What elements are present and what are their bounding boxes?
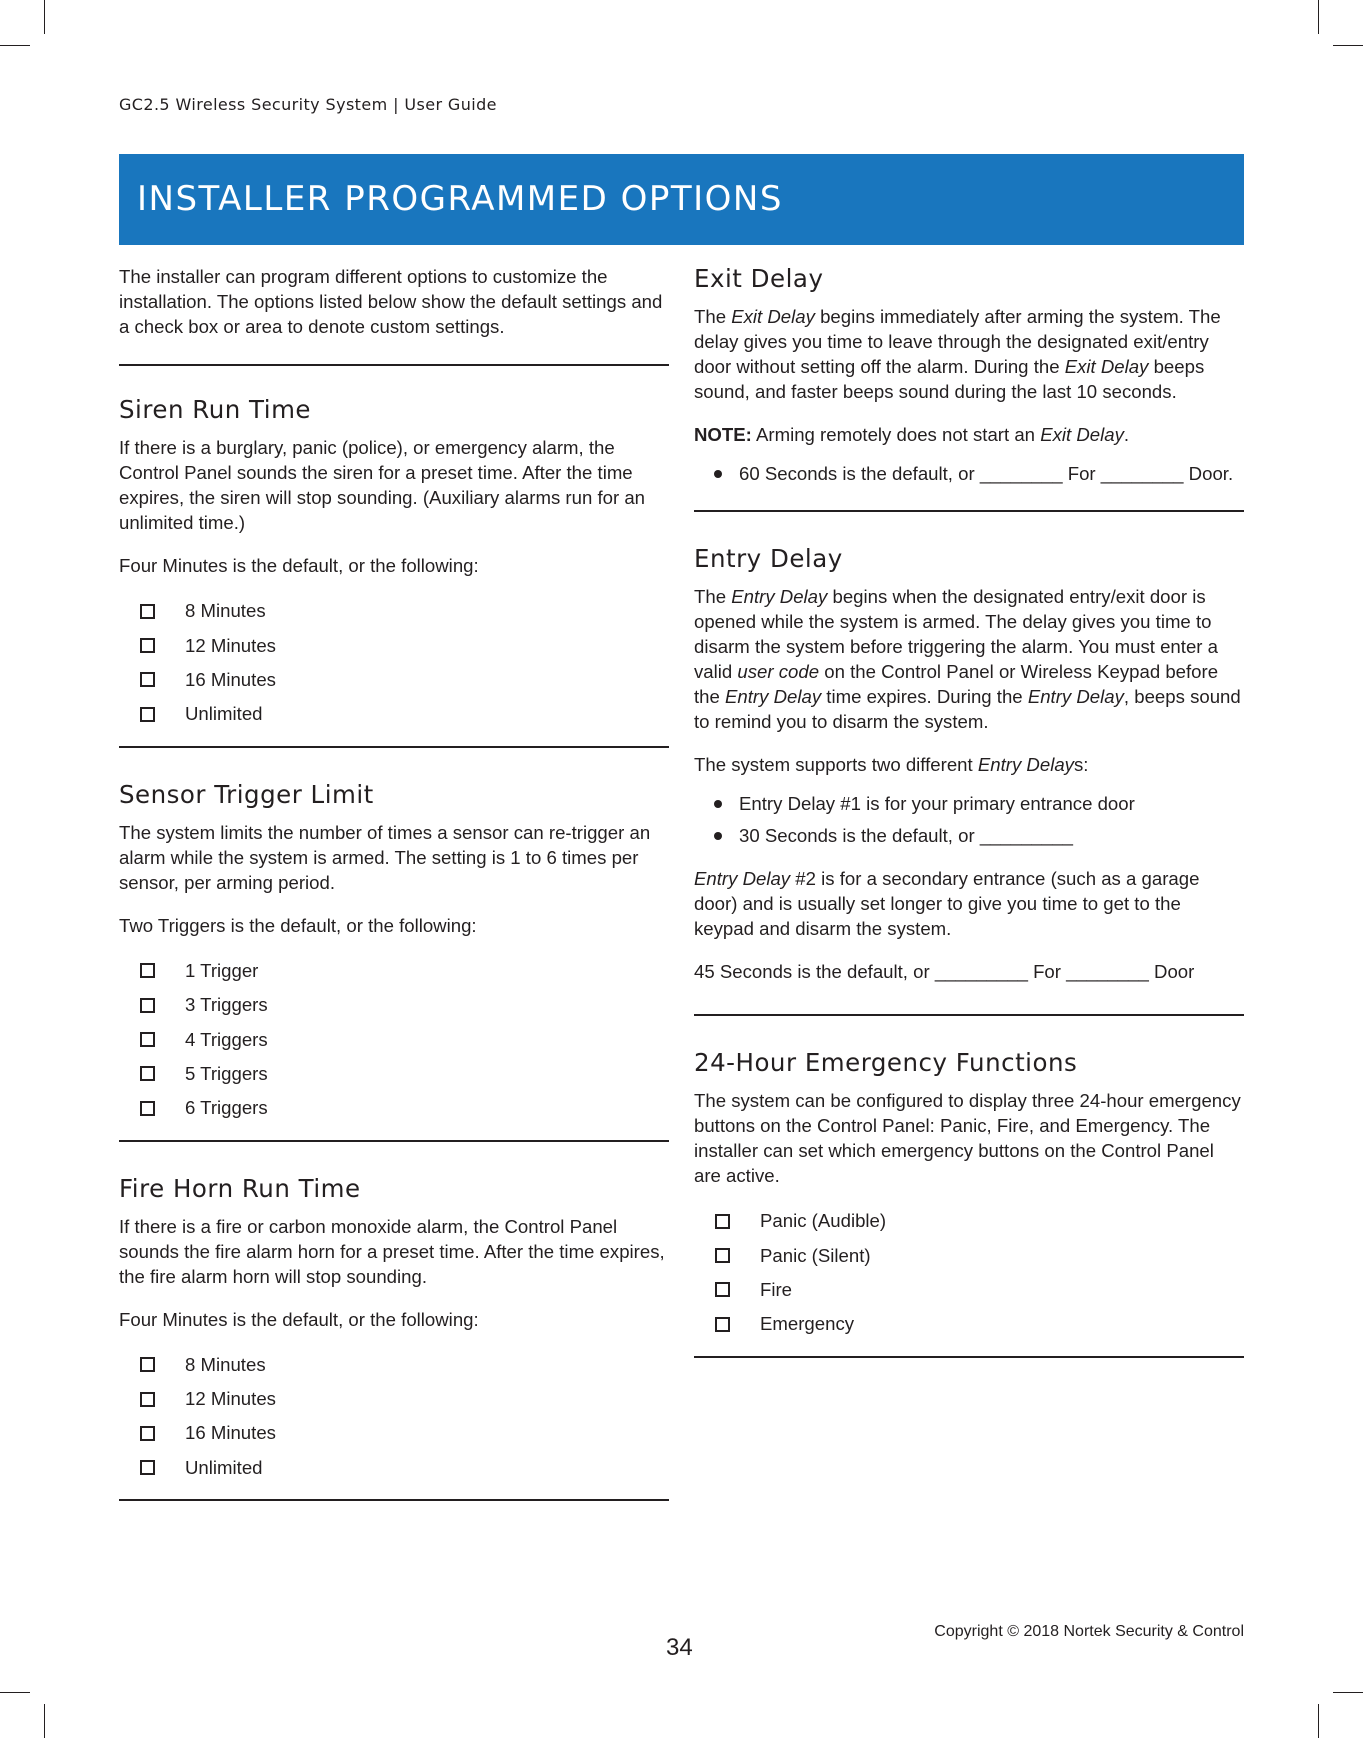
sensor-default-text: Two Triggers is the default, or the following: [119, 914, 477, 936]
fire-description: If there is a fire or carbon monoxide alarm, the Control Panel sounds the fire alarm horn for a preset time. After the time expires, the fire alarm horn will stop sounding. [119, 1215, 665, 1287]
checkbox-icon[interactable] [140, 963, 155, 978]
bullet-icon [714, 470, 722, 478]
emergency-description: The system can be configured to display three 24-hour emergency buttons on the Control Panel: Panic, Fire, and Emergency. The installer can set which emergency buttons on the Control Panel are active. [694, 1090, 1241, 1186]
checkbox-icon[interactable] [715, 1317, 730, 1332]
checkbox-option[interactable] [694, 1307, 1244, 1341]
option-label: 12 Minutes [185, 634, 276, 656]
option-label: 5 Triggers [185, 1062, 268, 1084]
crop-mark [1318, 0, 1319, 34]
checkbox-icon[interactable] [140, 1460, 155, 1475]
checkbox-option[interactable] [119, 663, 669, 697]
checkbox-icon[interactable] [140, 998, 155, 1013]
list-item [694, 823, 1244, 848]
crop-mark [0, 1692, 30, 1693]
checkbox-icon[interactable] [140, 707, 155, 722]
note-label: NOTE: [694, 424, 752, 445]
checkbox-icon[interactable] [140, 604, 155, 619]
divider [694, 1014, 1244, 1016]
divider [119, 746, 669, 748]
right-column [694, 264, 1244, 1390]
option-label: 1 Trigger [185, 959, 259, 981]
siren-description: If there is a burglary, panic (police), or emergency alarm, the Control Panel sounds the siren for a preset time. After the time expires, the siren will stop sounding. (Auxiliary alarms run for an unlimited time.) [119, 437, 646, 533]
siren-run-time-section [119, 395, 669, 732]
bullet-icon [714, 800, 722, 808]
divider [119, 1499, 669, 1501]
checkbox-option[interactable] [119, 1451, 669, 1485]
checkbox-option[interactable] [119, 988, 669, 1022]
exit-delay-note: NOTE: Arming remotely does not start an Exit Delay. [694, 424, 1130, 445]
bullet-text: 60 Seconds is the default, or ________ For ________ Door. [739, 463, 1234, 484]
option-label: 6 Triggers [185, 1097, 268, 1119]
crop-mark [1318, 1704, 1319, 1738]
checkbox-option[interactable] [119, 954, 669, 988]
sensor-trigger-limit-heading: Sensor Trigger Limit [119, 779, 374, 809]
emergency-functions-heading: 24-Hour Emergency Functions [694, 1048, 1078, 1077]
checkbox-icon[interactable] [715, 1248, 730, 1263]
checkbox-icon[interactable] [140, 1101, 155, 1116]
option-label: 16 Minutes [185, 668, 276, 690]
sensor-options-list [119, 954, 669, 1126]
entry-delay-description: The Entry Delay begins when the designated entry/exit door is opened while the system is armed. The delay gives you time to disarm the system before triggering the alarm. You must enter a valid user code on the Control Panel or Wireless Keypad before the Entry Delay time expires. During the Entry Delay, beeps sound to remind you to disarm the system. [694, 586, 1241, 732]
option-label: Unlimited [185, 1456, 263, 1478]
left-column [119, 264, 669, 1533]
exit-delay-heading: Exit Delay [694, 264, 824, 293]
option-label: 8 Minutes [185, 1353, 266, 1375]
crop-mark [1333, 45, 1363, 46]
option-label: Unlimited [185, 703, 263, 725]
siren-run-time-heading: Siren Run Time [119, 395, 312, 424]
option-label: Emergency [760, 1313, 855, 1335]
checkbox-icon[interactable] [140, 1426, 155, 1441]
checkbox-option[interactable] [694, 1204, 1244, 1238]
bullet-icon [714, 832, 722, 840]
entry-delay-2-description: Entry Delay #2 is for a secondary entrance (such as a garage door) and is usually set longer to give you time to get to the keypad and disarm the system. [694, 868, 1200, 939]
fire-options-list [119, 1348, 669, 1486]
checkbox-option[interactable] [119, 1057, 669, 1091]
entry-delay-bullets [694, 791, 1244, 848]
emergency-functions-section [694, 1048, 1244, 1342]
divider [694, 510, 1244, 512]
entry-delay-section [694, 544, 1244, 984]
checkbox-option[interactable] [119, 628, 669, 662]
checkbox-icon[interactable] [140, 672, 155, 687]
entry-delay-heading: Entry Delay [694, 544, 843, 573]
crop-mark [44, 0, 45, 34]
crop-mark [1333, 1692, 1363, 1693]
checkbox-option[interactable] [119, 1022, 669, 1056]
entry-delay-supports: The system supports two different Entry Delays: [694, 754, 1089, 775]
list-item [694, 791, 1244, 816]
exit-delay-description: The Exit Delay begins immediately after arming the system. The delay gives you time to leave through the designated exit/entry door without setting off the alarm. During the Exit Delay beeps sound, and faster beeps sound during the last 10 seconds. [694, 306, 1221, 402]
divider [694, 1356, 1244, 1358]
checkbox-icon[interactable] [715, 1214, 730, 1229]
option-label: Panic (Silent) [760, 1244, 871, 1266]
option-label: 4 Triggers [185, 1028, 268, 1050]
checkbox-option[interactable] [119, 697, 669, 731]
checkbox-icon[interactable] [140, 638, 155, 653]
checkbox-option[interactable] [119, 594, 669, 628]
page-title: INSTALLER PROGRAMMED OPTIONS [137, 179, 783, 219]
option-label: Fire [760, 1278, 793, 1300]
section-banner [119, 154, 1244, 245]
checkbox-option[interactable] [694, 1273, 1244, 1307]
fire-default-text: Four Minutes is the default, or the following: [119, 1308, 479, 1330]
running-header: GC2.5 Wireless Security System | User Guide [119, 95, 497, 114]
siren-options-list [119, 594, 669, 732]
sensor-trigger-limit-section [119, 780, 669, 1126]
checkbox-option[interactable] [119, 1091, 669, 1125]
checkbox-icon[interactable] [140, 1066, 155, 1081]
option-label: 16 Minutes [185, 1422, 276, 1444]
crop-mark [44, 1704, 45, 1738]
fire-horn-run-time-section [119, 1174, 669, 1486]
crop-mark [0, 45, 30, 46]
checkbox-option[interactable] [119, 1416, 669, 1450]
checkbox-option[interactable] [119, 1348, 669, 1382]
option-label: 12 Minutes [185, 1388, 276, 1410]
sensor-description: The system limits the number of times a sensor can re-trigger an alarm while the system is armed. The setting is 1 to 6 times per sensor, per arming period. [119, 821, 651, 893]
checkbox-icon[interactable] [140, 1392, 155, 1407]
checkbox-icon[interactable] [715, 1282, 730, 1297]
siren-default-text: Four Minutes is the default, or the following: [119, 555, 479, 576]
checkbox-icon[interactable] [140, 1032, 155, 1047]
intro-paragraph: The installer can program different options to customize the installation. The options listed below show the default settings and a check box or area to denote custom settings. [119, 266, 663, 337]
bullet-text: Entry Delay #1 is for your primary entrance door [739, 793, 1135, 814]
divider [119, 1140, 669, 1142]
checkbox-icon[interactable] [140, 1357, 155, 1372]
page-number: 34 [666, 1634, 693, 1661]
checkbox-option[interactable] [119, 1382, 669, 1416]
fire-horn-run-time-heading: Fire Horn Run Time [119, 1173, 361, 1203]
copyright: Copyright © 2018 Nortek Security & Control [934, 1623, 1244, 1640]
option-label: Panic (Audible) [760, 1210, 887, 1232]
option-label: 8 Minutes [185, 600, 266, 622]
emergency-options-list [694, 1204, 1244, 1342]
list-item [694, 461, 1244, 486]
divider [119, 364, 669, 366]
bullet-text: 30 Seconds is the default, or _________ [739, 825, 1073, 846]
entry-delay-2-default: 45 Seconds is the default, or _________ For ________ Door [694, 961, 1195, 982]
exit-delay-bullets [694, 461, 1244, 486]
exit-delay-section [694, 264, 1244, 486]
option-label: 3 Triggers [185, 994, 268, 1016]
checkbox-option[interactable] [694, 1238, 1244, 1272]
